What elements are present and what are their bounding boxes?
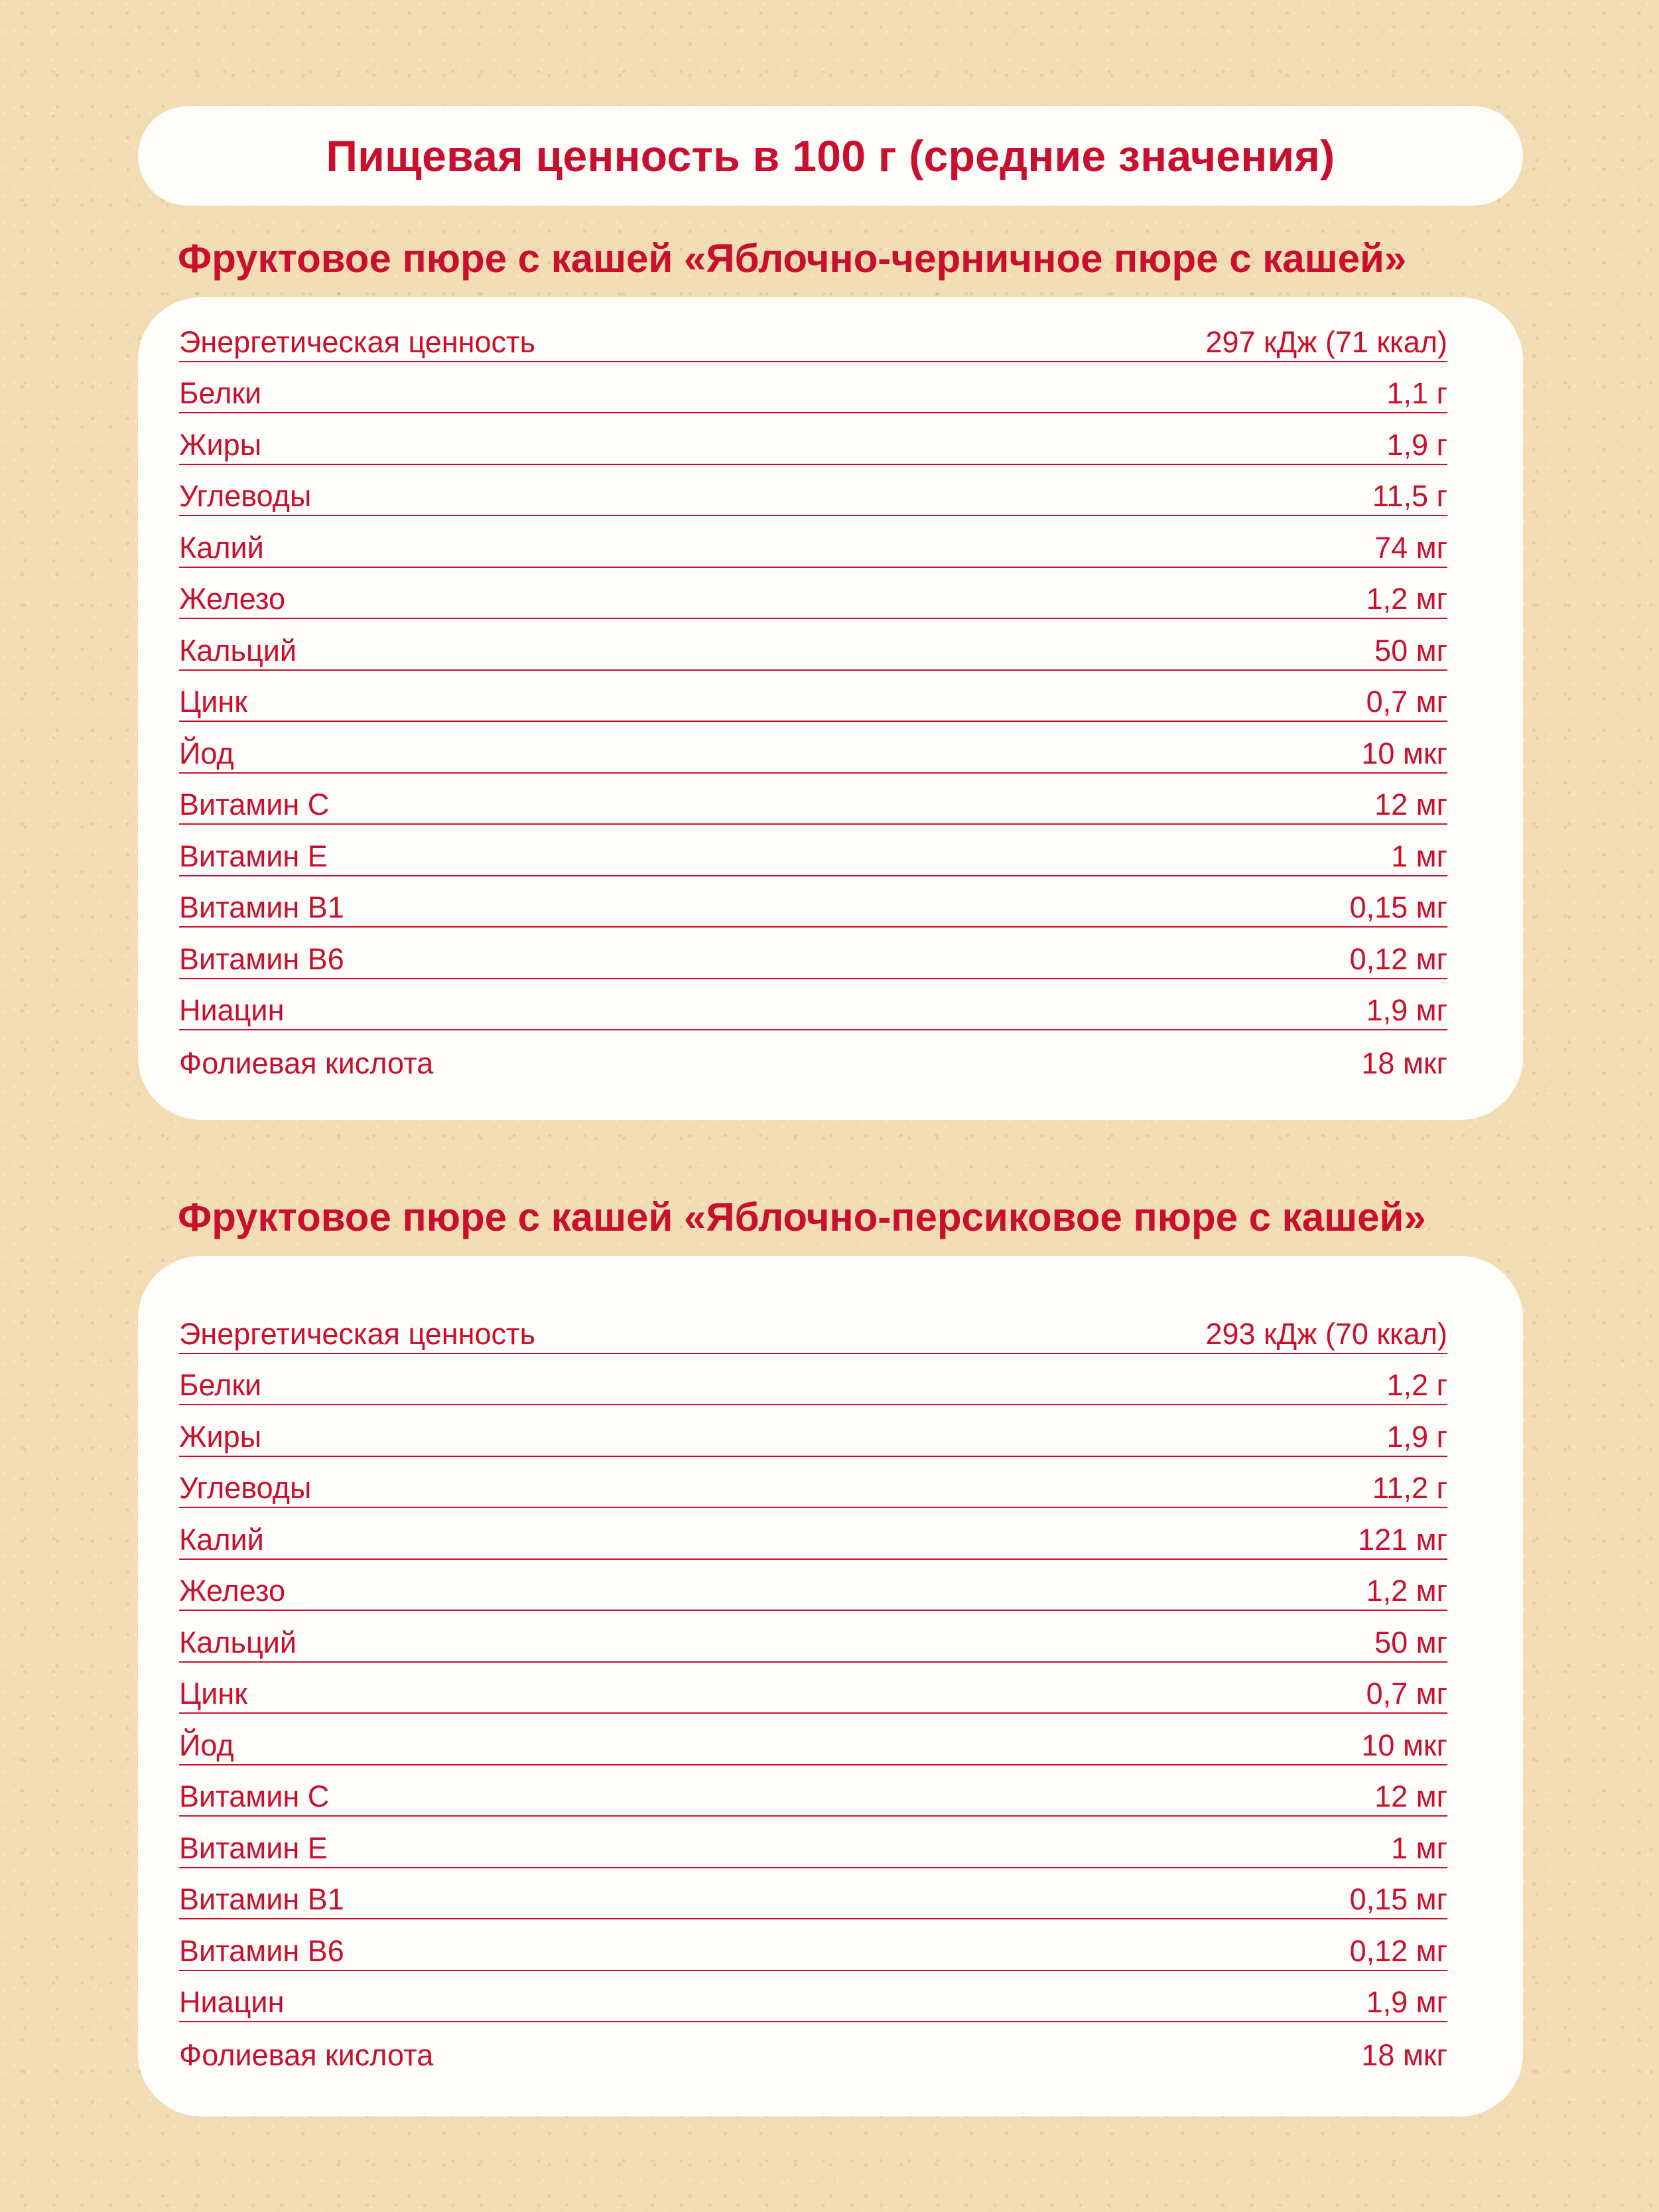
nutrient-value: 10 мкг	[1361, 736, 1447, 770]
nutrition-table	[179, 311, 1447, 1082]
nutrient-value: 0,7 мг	[1366, 685, 1447, 719]
nutrient-label: Железо	[179, 1574, 285, 1608]
nutrition-row	[179, 1611, 1447, 1663]
nutrition-row	[179, 465, 1447, 517]
nutrient-value: 1,9 мг	[1366, 993, 1447, 1027]
nutrient-value: 297 кДж (71 ккал)	[1205, 324, 1447, 359]
nutrition-row	[179, 1508, 1447, 1560]
nutrient-value: 10 мкг	[1361, 1728, 1447, 1762]
nutrition-row	[179, 2022, 1447, 2074]
page-title: Пищевая ценность в 100 г (средние значения)	[326, 131, 1335, 180]
nutrient-value: 121 мг	[1358, 1522, 1447, 1556]
nutrient-label: Кальций	[179, 633, 297, 667]
nutrient-value: 1,9 г	[1386, 427, 1447, 462]
nutrient-label: Энергетическая ценность	[179, 1316, 536, 1351]
nutrient-value: 0,7 мг	[1366, 1677, 1447, 1710]
nutrient-label: Белки	[179, 1368, 262, 1402]
nutrition-row	[179, 722, 1447, 774]
nutrient-label: Ниацин	[179, 1985, 285, 2019]
nutrition-row	[179, 1030, 1447, 1082]
nutrient-value: 1,1 г	[1386, 376, 1447, 410]
nutrient-label: Углеводы	[179, 479, 312, 513]
nutrient-value: 1 мг	[1391, 839, 1447, 873]
nutrition-row	[179, 671, 1447, 723]
nutrient-value: 1,2 мг	[1366, 582, 1447, 616]
section-title-peach: Фруктовое пюре с кашей «Яблочно-персиковое пюре с кашей»	[178, 1195, 1426, 1239]
nutrient-label: Витамин В1	[179, 890, 344, 924]
nutrient-label: Калий	[179, 530, 264, 565]
nutrition-row	[179, 1868, 1447, 1920]
nutrient-label: Белки	[179, 376, 262, 410]
nutrition-row	[179, 1560, 1447, 1612]
nutrient-label: Фолиевая кислота	[179, 1046, 434, 1080]
nutrient-value: 0,12 мг	[1349, 1933, 1447, 1968]
nutrient-label: Калий	[179, 1522, 264, 1556]
header-banner	[138, 106, 1523, 206]
nutrient-value: 12 мг	[1374, 788, 1447, 821]
nutrient-label: Ниацин	[179, 993, 285, 1027]
nutrient-value: 74 мг	[1374, 530, 1447, 565]
nutrition-row	[179, 774, 1447, 825]
nutrition-row	[179, 876, 1447, 928]
nutrition-row	[179, 928, 1447, 979]
nutrient-label: Витамин С	[179, 788, 330, 821]
nutrition-row	[179, 619, 1447, 671]
nutrient-label: Витамин Е	[179, 839, 328, 873]
nutrition-row	[179, 1663, 1447, 1714]
nutrient-label: Жиры	[179, 427, 262, 462]
nutrient-value: 12 мг	[1374, 1779, 1447, 1813]
nutrition-row	[179, 1302, 1447, 1354]
nutrition-row	[179, 311, 1447, 362]
nutrition-row	[179, 413, 1447, 465]
nutrient-value: 1,2 мг	[1366, 1574, 1447, 1608]
nutrient-label: Фолиевая кислота	[179, 2038, 434, 2072]
nutrient-label: Цинк	[179, 1677, 247, 1710]
nutrition-row	[179, 568, 1447, 620]
nutrient-value: 0,15 мг	[1349, 890, 1447, 924]
nutrient-label: Энергетическая ценность	[179, 324, 536, 359]
nutrient-value: 18 мкг	[1361, 1046, 1447, 1080]
nutrient-value: 18 мкг	[1361, 2038, 1447, 2072]
nutrition-row	[179, 1971, 1447, 2023]
nutrient-label: Цинк	[179, 685, 247, 719]
nutrient-label: Йод	[179, 1728, 234, 1762]
nutrition-row	[179, 1714, 1447, 1765]
section-title-blueberry: Фруктовое пюре с кашей «Яблочно-черничное пюре с кашей»	[178, 236, 1407, 281]
nutrition-row	[179, 825, 1447, 876]
nutrition-row	[179, 1457, 1447, 1509]
nutrient-label: Витамин С	[179, 1779, 330, 1813]
nutrition-card-peach	[138, 1256, 1523, 2116]
nutrient-value: 293 кДж (70 ккал)	[1205, 1316, 1447, 1351]
nutrient-value: 1 мг	[1391, 1831, 1447, 1865]
nutrition-row	[179, 979, 1447, 1031]
nutrient-label: Витамин В6	[179, 1933, 344, 1968]
nutrition-card-blueberry	[138, 297, 1523, 1120]
nutrient-label: Кальций	[179, 1625, 297, 1659]
nutrition-table	[179, 1302, 1447, 2074]
nutrient-label: Йод	[179, 736, 234, 770]
nutrition-row	[179, 1817, 1447, 1868]
nutrient-label: Витамин Е	[179, 1831, 328, 1865]
nutrition-row	[179, 1405, 1447, 1457]
nutrient-value: 1,9 г	[1386, 1419, 1447, 1454]
nutrition-row	[179, 1919, 1447, 1971]
nutrient-label: Жиры	[179, 1419, 262, 1454]
nutrient-value: 50 мг	[1374, 633, 1447, 667]
nutrition-row	[179, 1354, 1447, 1406]
nutrition-row	[179, 516, 1447, 568]
nutrient-value: 1,2 г	[1386, 1368, 1447, 1402]
nutrient-value: 0,12 мг	[1349, 941, 1447, 976]
nutrition-row	[179, 1765, 1447, 1817]
nutrient-value: 1,9 мг	[1366, 1985, 1447, 2019]
nutrient-label: Углеводы	[179, 1471, 312, 1505]
nutrient-value: 50 мг	[1374, 1625, 1447, 1659]
nutrient-label: Витамин В6	[179, 941, 344, 976]
nutrient-label: Витамин В1	[179, 1882, 344, 1916]
nutrient-value: 11,2 г	[1372, 1471, 1447, 1505]
nutrient-value: 11,5 г	[1372, 479, 1447, 513]
nutrient-label: Железо	[179, 582, 285, 616]
nutrient-value: 0,15 мг	[1349, 1882, 1447, 1916]
nutrition-row	[179, 362, 1447, 414]
